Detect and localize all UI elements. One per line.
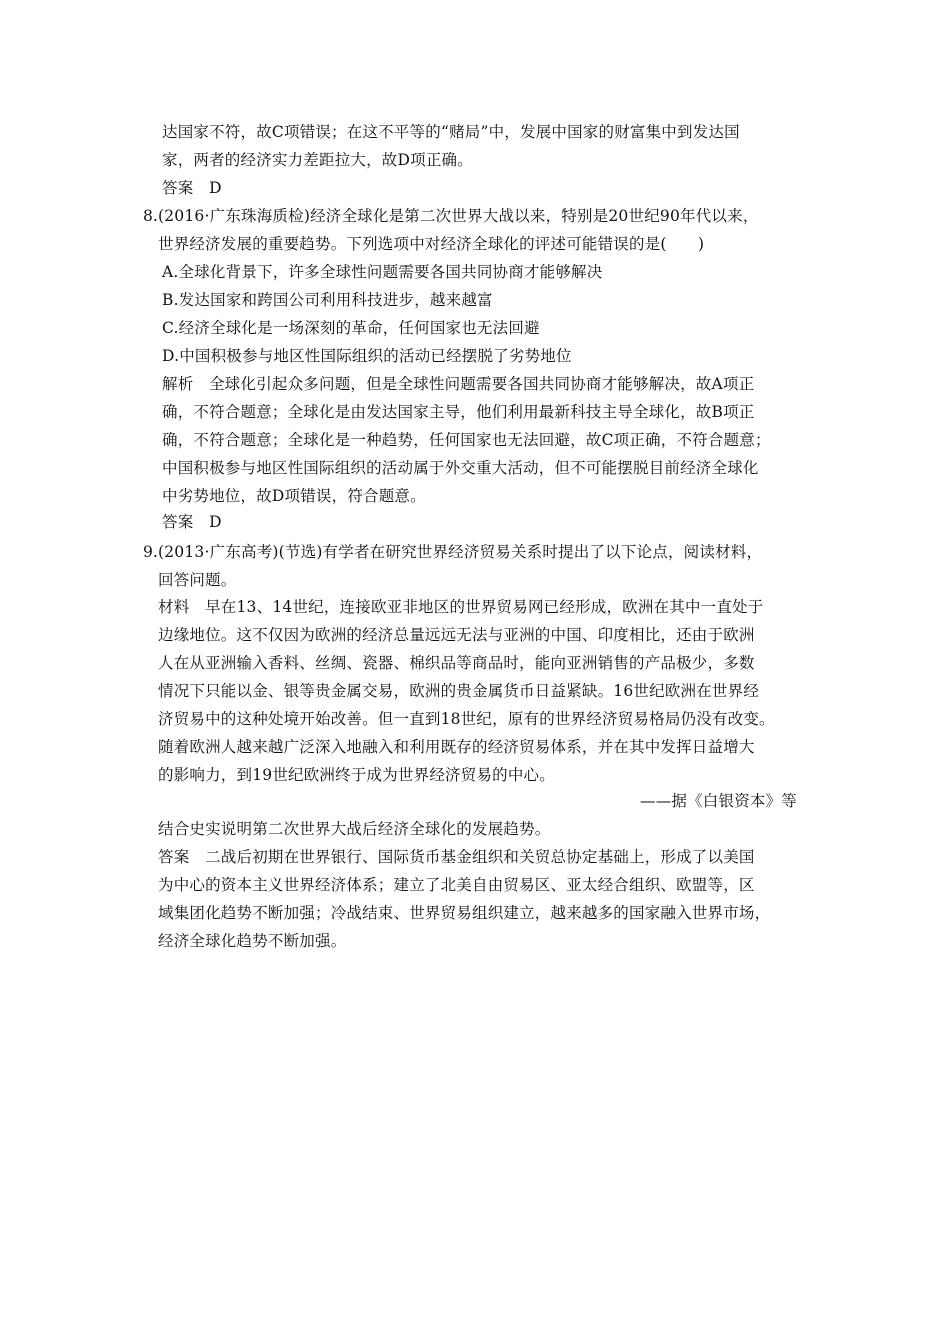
- q9-answer-line-3: 域集团化趋势不断加强；冷战结束、世界贸易组织建立，越来越多的国家融入世界市场，: [158, 904, 771, 922]
- q9-material-line-5: 济贸易中的这种处境开始改善。但一直到18世纪，原有的世界经济贸易格局仍没有改变。: [158, 710, 775, 728]
- q8-option-b: B.发达国家和跨国公司利用科技进步，越来越富: [162, 291, 493, 309]
- q9-material-line-7: 的影响力，到19世纪欧洲终于成为世界经济贸易的中心。: [158, 766, 555, 784]
- q9-material-line-6: 随着欧洲人越来越广泛深入地融入和利用既存的经济贸易体系，并在其中发挥日益增大: [158, 738, 755, 756]
- q8-stem-line-2: 世界经济发展的重要趋势。下列选项中对经济全球化的评述可能错误的是( ): [158, 235, 705, 253]
- q9-material-source: ——据《白银资本》等: [640, 792, 798, 810]
- q8-analysis-line-3: 确，不符合题意；全球化是一种趋势，任何国家也无法回避，故C项正确，不符合题意；: [162, 431, 771, 449]
- q8-answer: 答案 D: [162, 513, 222, 531]
- q9-answer-line-2: 为中心的资本主义世界经济体系；建立了北美自由贸易区、亚太经合组织、欧盟等，区: [158, 876, 755, 894]
- q9-material-line-2: 边缘地位。这不仅因为欧洲的经济总量远远无法与亚洲的中国、印度相比，还由于欧洲: [158, 626, 755, 644]
- q8-option-a: A.全球化背景下，许多全球性问题需要各国共同协商才能够解决: [162, 263, 603, 281]
- q8-analysis-line-4: 中国积极参与地区性国际组织的活动属于外交重大活动，但不可能摆脱目前经济全球化: [162, 459, 759, 477]
- q9-stem-line-2: 回答问题。: [158, 571, 237, 589]
- q8-stem-line-1: (2016·广东珠海质检)经济全球化是第二次世界大战以来，特别是20世纪90年代以来，: [158, 207, 759, 225]
- q8-analysis-line-1: 解析 全球化引起众多问题，但是全球性问题需要各国共同协商才能够解决，故A项正: [162, 375, 755, 393]
- q8-analysis-line-5: 中劣势地位，故D项错误，符合题意。: [162, 487, 426, 505]
- prev-analysis-line-2: 家，两者的经济实力差距拉大，故D项正确。: [162, 151, 473, 169]
- q8-option-c: C.经济全球化是一场深刻的革命，任何国家也无法回避: [162, 319, 540, 337]
- prev-analysis-line-1: 达国家不符，故C项错误；在这不平等的“赌局”中，发展中国家的财富集中到发达国: [162, 123, 740, 141]
- q8-option-d: D.中国积极参与地区性国际组织的活动已经摆脱了劣势地位: [162, 347, 572, 365]
- q9-question: 结合史实说明第二次世界大战后经济全球化的发展趋势。: [158, 820, 551, 838]
- q9-number: 9.: [143, 543, 158, 561]
- q9-material-line-3: 人在从亚洲输入香料、丝绸、瓷器、棉织品等商品时，能向亚洲销售的产品极少，多数: [158, 654, 755, 672]
- q9-stem-line-1: (2013·广东高考)(节选)有学者在研究世界经济贸易关系时提出了以下论点，阅读材料，: [158, 543, 763, 561]
- q8-analysis-line-2: 确，不符合题意；全球化是由发达国家主导，他们利用最新科技主导全球化，故B项正: [162, 403, 755, 421]
- q9-answer-line-4: 经济全球化趋势不断加强。: [158, 932, 347, 950]
- q8-number: 8.: [143, 207, 158, 225]
- q9-material-line-1: 材料 早在13、14世纪，连接欧亚非地区的世界贸易网已经形成，欧洲在其中一直处于: [158, 598, 764, 616]
- prev-answer: 答案 D: [162, 179, 222, 197]
- q9-material-line-4: 情况下只能以金、银等贵金属交易，欧洲的贵金属货币日益紧缺。16世纪欧洲在世界经: [158, 682, 760, 700]
- q9-answer-line-1: 答案 二战后初期在世界银行、国际货币基金组织和关贸总协定基础上，形成了以美国: [158, 848, 755, 866]
